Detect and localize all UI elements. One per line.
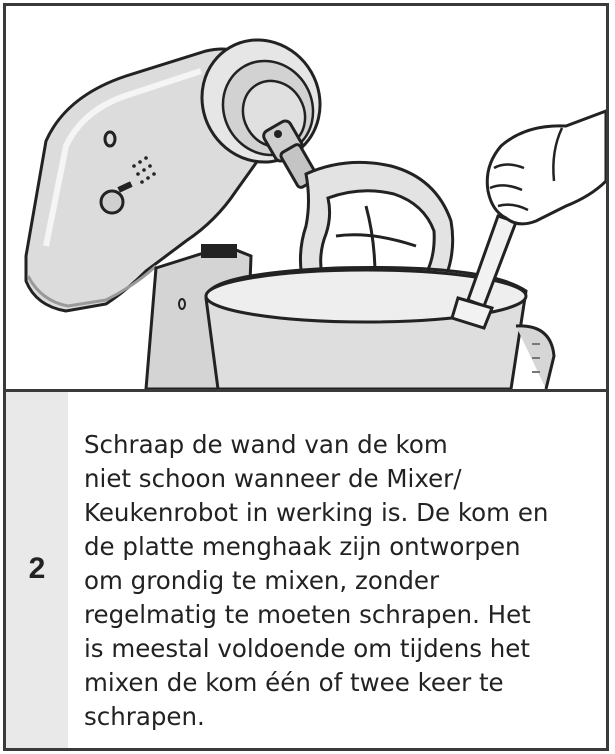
instruction-line: mixen de kom één of twee keer te <box>84 668 504 697</box>
step-panel <box>6 392 606 748</box>
hand-holding-spatula <box>487 111 606 224</box>
instruction-line: de platte menghaak zijn ontworpen <box>84 532 521 561</box>
mixing-bowl <box>206 267 554 389</box>
instruction-line: om grondig te mixen, zonder <box>84 566 440 595</box>
instruction-line: is meestal voldoende om tijdens het <box>84 634 530 663</box>
instruction-line: Keukenrobot in werking is. De kom en <box>84 498 549 527</box>
step-number: 2 <box>28 552 46 585</box>
step-instruction-text <box>84 428 599 734</box>
mixer-illustration <box>6 6 606 389</box>
instruction-card <box>3 3 609 751</box>
mixer-drawing <box>6 6 606 389</box>
instruction-line: regelmatig te moeten schrapen. Het <box>84 600 531 629</box>
step-number-column <box>6 392 68 748</box>
instruction-line: schrapen. <box>84 702 205 731</box>
instruction-line: niet schoon wanneer de Mixer/ <box>84 464 462 493</box>
instruction-line: Schraap de wand van de kom <box>84 430 448 459</box>
